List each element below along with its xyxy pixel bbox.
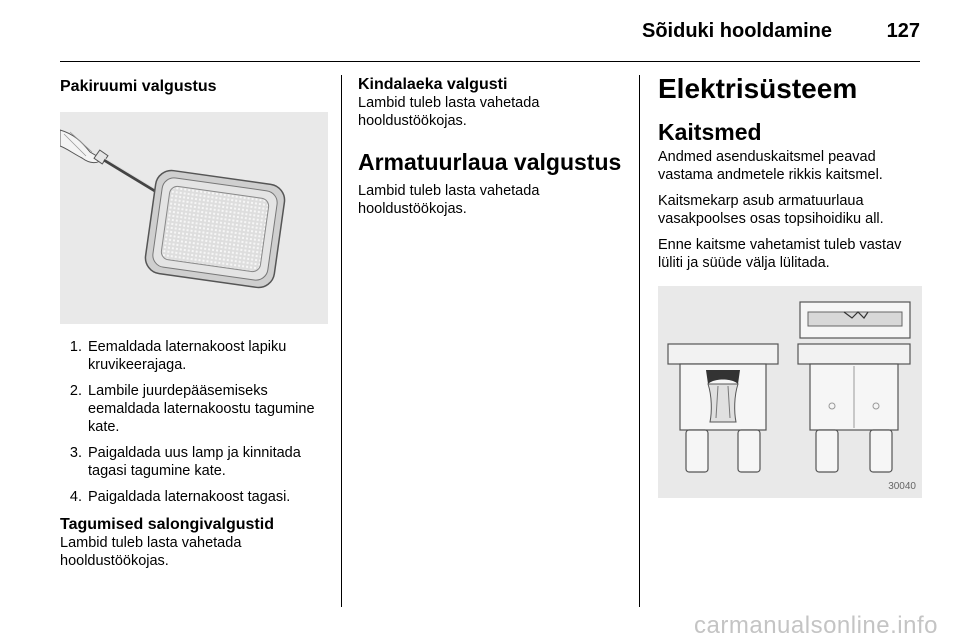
fuses-paragraph-1: Andmed asenduskaitsmel peavad vastama andmetele rikkis kaitsmel. (658, 149, 883, 183)
page-header (60, 0, 920, 62)
rear-lights-text: Lambid tuleb lasta vahetada hooldustöökojas. (60, 535, 242, 569)
image-code: 30040 (888, 481, 916, 492)
list-item: 3. Paigaldada uus lamp ja kinnitada tagasi tagumine kate. (69, 445, 301, 479)
trunk-light-illustration (60, 112, 328, 324)
section-title-dashboard-light: Armatuurlaua valgustus (358, 149, 622, 175)
fuses-paragraph-2: Kaitsmekarp asub armatuurlaua vasakpoolses osas topsihoidiku all. (658, 193, 884, 227)
column-divider-1 (341, 75, 342, 607)
column-1 (60, 62, 328, 570)
fuses-paragraph-3: Enne kaitsme vahetamist tuleb vastav lüliti ja süüde välja lülitada. (658, 237, 902, 271)
fuses-illustration (658, 286, 922, 498)
watermark: carmanualsonline.info (694, 612, 938, 639)
section-title-rear-lights: Tagumised salongivalgustid (60, 516, 274, 533)
fuses-drawing (658, 286, 922, 498)
list-item: 2. Lambile juurdepääsemiseks eemaldada laternakoostu tagumine kate. (69, 383, 315, 435)
column-2 (358, 62, 626, 218)
list-item: 4. Paigaldada laternakoost tagasi. (69, 489, 291, 505)
trunk-light-drawing (60, 112, 328, 324)
column-divider-2 (639, 75, 640, 607)
header-title: Sõiduki hooldamine (641, 20, 832, 42)
glovebox-light-text: Lambid tuleb lasta vahetada hooldustöökojas. (358, 95, 540, 129)
list-item: 1. Eemaldada laternakoost lapiku kruvikeerajaga. (69, 339, 287, 373)
dashboard-light-text: Lambid tuleb lasta vahetada hooldustöökojas. (358, 183, 540, 217)
column-3 (658, 62, 923, 498)
page-number: 127 (886, 20, 920, 42)
subsection-title-fuses: Kaitsmed (658, 119, 762, 145)
section-title-electrical: Elektrisüsteem (658, 73, 858, 104)
section-title-trunk-light: Pakiruumi valgustus (60, 78, 217, 95)
section-title-glovebox-light: Kindalaeka valgusti (358, 76, 508, 93)
steps-list (60, 338, 328, 506)
